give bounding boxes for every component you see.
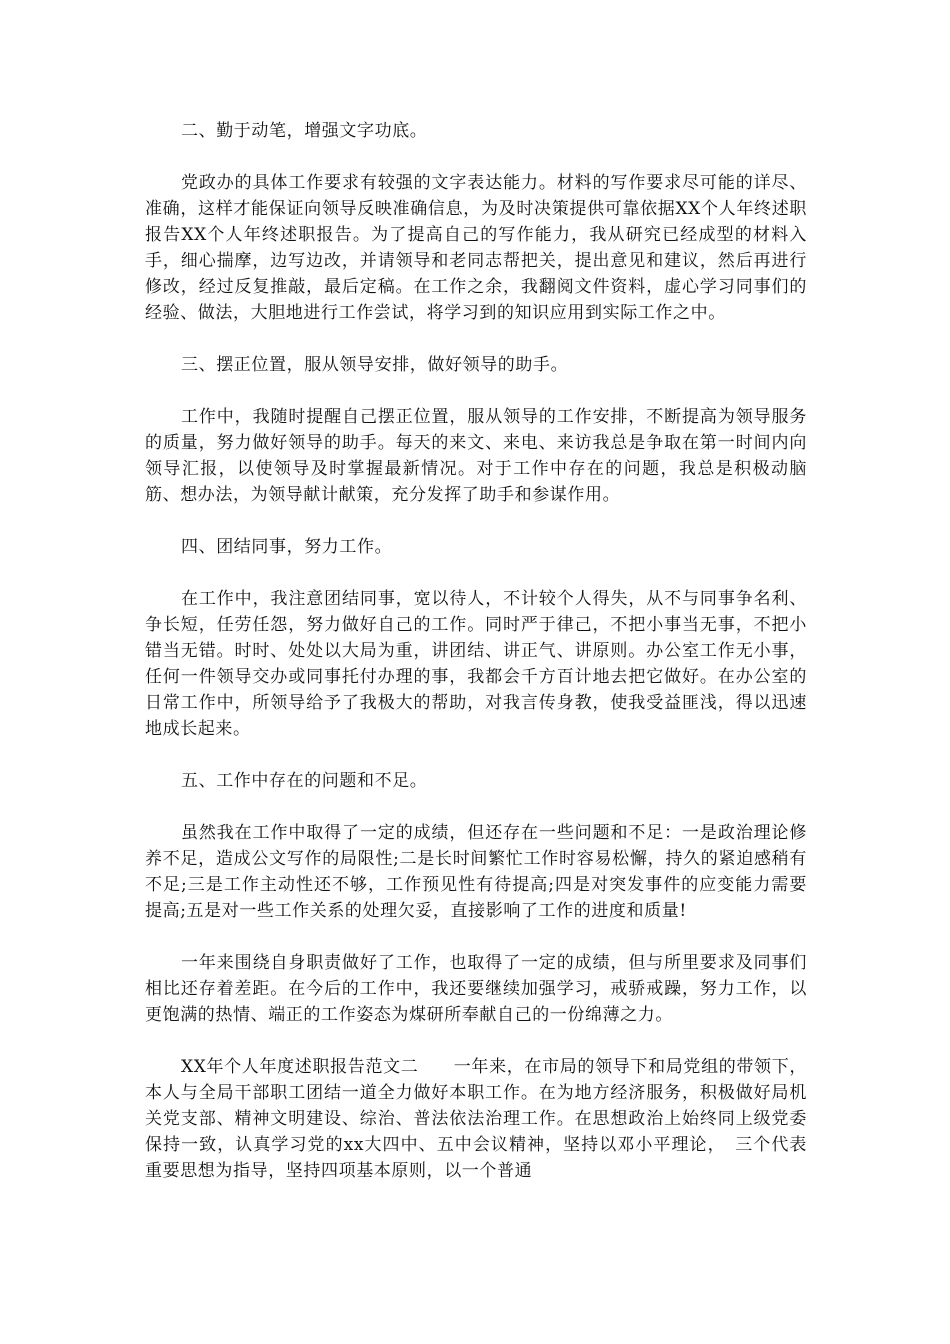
paragraph-summary: 一年来围绕自身职责做好了工作，也取得了一定的成绩，但与所里要求及同事们相比还存着差距。在今后的工作中，我还要继续加强学习，戒骄戒躁，努力工作，以更饱满的热情、端正的工作姿态为煤研所奉献自己的一份绵薄之力。: [145, 953, 807, 1025]
section-heading-3: 三、摆正位置，服从领导安排，做好领导的助手。: [181, 355, 569, 375]
paragraph-teamwork: 在工作中，我注意团结同事，宽以待人，不计较个人得失，从不与同事争名利、争长短，任劳任怨，努力做好自己的工作。同时严于律己，不把小事当无事，不把小错当无错。时时、处处以大局为重，讲团结、讲正气、讲原则。办公室工作无小事，任何一件领导交办或同事托付办理的事，我都会千方百计地去把它做好。在办公室的日常工作中，所领导给予了我极大的帮助，对我言传身教，使我受益匪浅，得以迅速地成长起来。: [145, 589, 807, 739]
paragraph-shortcomings: 虽然我在工作中取得了一定的成绩，但还存在一些问题和不足：一是政治理论修养不足，造成公文写作的局限性;二是长时间繁忙工作时容易松懈，持久的紧迫感稍有不足;三是工作主动性还不够，工作预见性有待提高;四是对突发事件的应变能力需要提高;五是对一些工作关系的处理欠妥，直接影响了工作的进度和质量!: [145, 823, 807, 921]
section-heading-4: 四、团结同事，努力工作。: [181, 537, 393, 557]
section-heading-5: 五、工作中存在的问题和不足。: [181, 771, 428, 791]
paragraph-assist-leaders: 工作中，我随时提醒自己摆正位置，服从领导的工作安排，不断提高为领导服务的质量，努力做好领导的助手。每天的来文、来电、来访我总是争取在第一时间内向领导汇报，以使领导及时掌握最新情况。对于工作中存在的问题，我总是积极动脑筋、想办法，为领导献计献策，充分发挥了助手和参谋作用。: [145, 407, 807, 505]
paragraph-report-two: XX年个人年度述职报告范文二 一年来，在市局的领导下和局党组的带领下，本人与全局干部职工团结一道全力做好本职工作。在为地方经济服务，积极做好局机关党支部、精神文明建设、综治、普法依法治理工作。在思想政治上始终同上级党委保持一致，认真学习党的xx大四中、五中会议精神，坚持以邓小平理论， 三个代表 重要思想为指导，坚持四项基本原则，以一个普通: [145, 1057, 825, 1181]
paragraph-writing-skills: 党政办的具体工作要求有较强的文字表达能力。材料的写作要求尽可能的详尽、准确，这样才能保证向领导反映准确信息，为及时决策提供可靠依据XX个人年终述职报告XX个人年终述职报告。为了提高自己的写作能力，我从研究已经成型的材料入手，细心揣摩，边写边改，并请领导和老同志帮把关，提出意见和建议，然后再进行修改，经过反复推敲，最后定稿。在工作之余，我翻阅文件资料，虚心学习同事们的经验、做法，大胆地进行工作尝试，将学习到的知识应用到实际工作之中。: [145, 173, 807, 323]
section-heading-2: 二、勤于动笔，增强文字功底。: [181, 121, 428, 141]
document-body: [145, 118, 825, 1210]
